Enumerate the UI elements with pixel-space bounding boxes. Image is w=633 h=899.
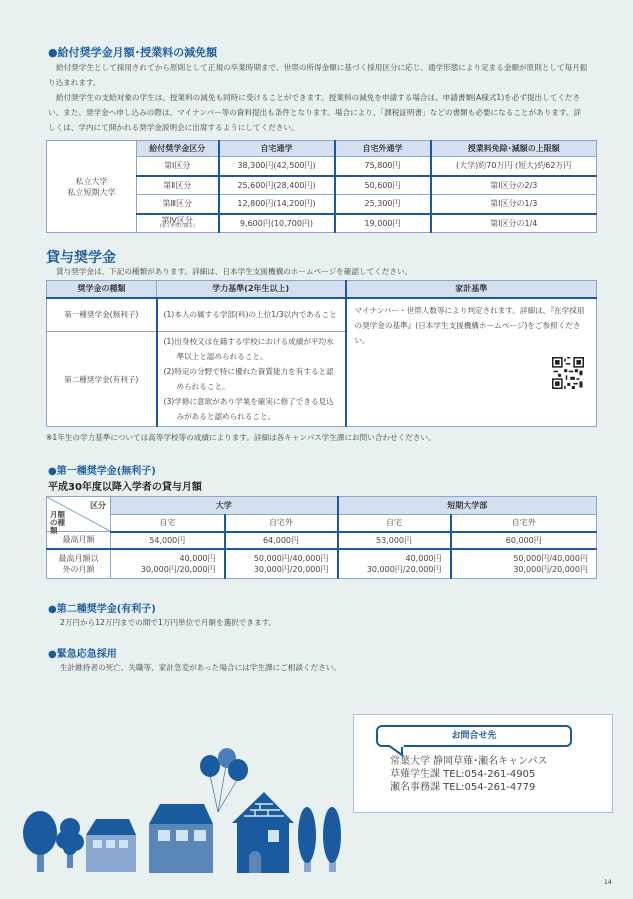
section-title-type1: ●第一種奨学金(無利子) — [48, 466, 156, 477]
house-icon — [232, 792, 294, 873]
school-type-line2: 私立短期大学 — [67, 187, 116, 197]
table-row — [47, 532, 597, 549]
group-university: 大学 — [111, 497, 338, 515]
qr-code-icon — [552, 357, 584, 389]
tree-icon — [23, 811, 57, 872]
sub-header: 自宅 — [338, 514, 451, 532]
group-junior-college: 短期大学部 — [338, 497, 597, 515]
away-cell: 50,600円 — [335, 176, 431, 195]
tree-icon — [323, 807, 341, 872]
contact-title: お問合せ先 — [376, 725, 572, 747]
loan-type-1: 第一種奨学金(無利子) — [47, 298, 157, 332]
house-icon — [86, 819, 136, 872]
academic-criteria-1 — [157, 298, 346, 332]
type2-text: 2万円から12万円までの間で1万円単位で月額を選択できます。 — [60, 618, 277, 627]
header-home: 自宅通学 — [219, 141, 335, 157]
row-label-text: 最高月額以外の月額 — [58, 553, 99, 574]
school-type-line1: 私立大学 — [75, 176, 108, 186]
corner-top-label: 区分 — [90, 501, 106, 510]
corner-bottom-label: 月額の種類 — [50, 510, 65, 535]
category-cell: 第Ⅰ区分 — [137, 157, 219, 176]
amount-line: 30,000円/20,000円 — [140, 564, 216, 574]
section-title-type2: ●第二種奨学金(有利子) — [48, 604, 156, 615]
grant-paragraph-2: 給付奨学生の支給対象の学生は、授業料の減免も同時に受けることができます。授業料の減免を申請する場合は、申請書類(A様式1)を必ず提出してください。また、奨学金へ申し込みの際は、マイナンバー等の資料提出も条件となります。場合により、「課税証明書」などの書類も必要になることがあります。詳しくは、学内にて開かれる奨学金説明会に出席するようにしてください。 — [48, 93, 582, 132]
limit-cell: 第Ⅰ区分の2/3 — [431, 176, 597, 195]
town-illustration — [0, 730, 350, 880]
away-cell: 75,800円 — [335, 157, 431, 176]
header-category: 給付奨学金区分 — [137, 141, 219, 157]
home-cell: 12,800円(14,200円) — [219, 195, 335, 214]
amount-line: 50,000円/40,000円 — [253, 553, 329, 563]
category-note: (多子世帯に限る) — [159, 224, 195, 230]
grant-paragraph-1: 給付奨学生として採用されてから原則として正規の卒業時期まで、世帯の所得金額に基づく採用区分に応じ、通学形態により定まる金額が原則として毎月振り込まれます。 — [48, 63, 588, 87]
contact-campus: 常葉大学 静岡草薙･瀬名キャンパス — [390, 756, 548, 767]
emergency-text: 生計維持者の死亡、失職等、家計急変があった場合には学生課にご相談ください。 — [60, 663, 341, 672]
academic-footnote: ※1年生の学力基準については高等学校等の成績によります。詳細は各キャンパス学生課にお問い合わせください。 — [46, 433, 436, 442]
section-title-emergency: ●緊急応急採用 — [48, 649, 117, 660]
page-number: 14 — [604, 879, 612, 886]
tree-icon — [298, 807, 316, 872]
criteria-item: (2)特定の分野で特に優れた資質能力を有すると認められること。 — [163, 367, 334, 391]
home-cell: 38,300円(42,500円) — [219, 157, 335, 176]
header-away: 自宅外通学 — [335, 141, 431, 157]
section-title-loan: 貸与奨学金 — [46, 250, 116, 266]
amount-cell: 60,000円 — [451, 532, 597, 549]
amount-cell — [225, 549, 338, 579]
section-title-grant: ●給付奨学金月額･授業料の減免額 — [48, 46, 218, 59]
type1-monthly-table — [46, 496, 597, 579]
category-cell — [137, 214, 219, 233]
home-cell: 9,600円(10,700円) — [219, 214, 335, 233]
amount-line: 30,000円/20,000円 — [366, 564, 442, 574]
sub-header: 自宅外 — [451, 514, 597, 532]
sub-header: 自宅 — [111, 514, 225, 532]
header-family: 家計基準 — [346, 281, 597, 298]
contact-sena: 瀬名事務課 TEL:054-261-4779 — [390, 782, 536, 793]
grant-amount-table — [46, 140, 597, 233]
sub-header: 自宅外 — [225, 514, 338, 532]
header-type: 奨学金の種類 — [47, 281, 157, 298]
header-academic: 学力基準(2年生以上) — [157, 281, 346, 298]
school-type-cell — [47, 141, 137, 233]
amount-cell — [451, 549, 597, 579]
contact-kusanagi: 草薙学生課 TEL:054-261-4905 — [390, 769, 536, 780]
loan-type-2: 第二種奨学金(有利子) — [47, 332, 157, 427]
contact-box — [353, 714, 613, 813]
category-cell: 第Ⅲ区分 — [137, 195, 219, 214]
amount-cell: 53,000円 — [338, 532, 451, 549]
house-icon — [149, 804, 213, 873]
corner-cell — [47, 497, 111, 535]
criteria-item: (1)本人の属する学部(科)の上位1/3以内であること — [163, 310, 337, 320]
amount-line: 30,000円/20,000円 — [513, 564, 588, 574]
limit-cell: (大学)約70万円 (短大)約62万円 — [431, 157, 597, 176]
type1-subtitle: 平成30年度以降入学者の貸与月額 — [48, 482, 202, 493]
away-cell: 19,000円 — [335, 214, 431, 233]
amount-line: 30,000円/20,000円 — [253, 564, 329, 574]
limit-cell: 第Ⅰ区分の1/3 — [431, 195, 597, 214]
amount-cell — [111, 549, 225, 579]
amount-line: 40,000円 — [179, 553, 216, 563]
family-criteria-text: マイナンバー・世帯人数等により判定されます。詳細は、『在学採用の奨学金の基準』(日本学生支援機構ホームページ)をご参照ください。 — [354, 305, 585, 345]
amount-cell — [338, 549, 451, 579]
amount-line: 40,000円 — [405, 553, 442, 563]
table-row — [47, 549, 597, 579]
loan-criteria-table — [46, 280, 597, 427]
category-cell: 第Ⅱ区分 — [137, 176, 219, 195]
loan-intro: 貸与奨学金は、下記の種類があります。詳細は、日本学生支援機構のホームページを確認してください。 — [56, 267, 413, 276]
tree-icon — [56, 818, 84, 868]
home-cell: 25,600円(28,400円) — [219, 176, 335, 195]
family-criteria-cell — [346, 298, 597, 427]
amount-cell: 64,000円 — [225, 532, 338, 549]
amount-line: 50,000円/40,000円 — [513, 553, 588, 563]
amount-cell: 54,000円 — [111, 532, 225, 549]
away-cell: 25,300円 — [335, 195, 431, 214]
row-label: 最高月額 — [47, 532, 111, 549]
balloons-icon — [200, 748, 248, 812]
criteria-item: (1)出身校又は在籍する学校における成績が平均水準以上と認められること。 — [163, 337, 334, 361]
row-label — [47, 549, 111, 579]
academic-criteria-2 — [157, 332, 346, 427]
criteria-item: (3)学修に意欲があり学業を確実に修了できる見込みがあると認められること。 — [163, 397, 334, 421]
category-label: 第Ⅳ区分 — [161, 216, 193, 226]
table-row — [47, 298, 597, 332]
limit-cell: 第Ⅰ区分の1/4 — [431, 214, 597, 233]
header-limit: 授業料免除･減額の上限額 — [431, 141, 597, 157]
